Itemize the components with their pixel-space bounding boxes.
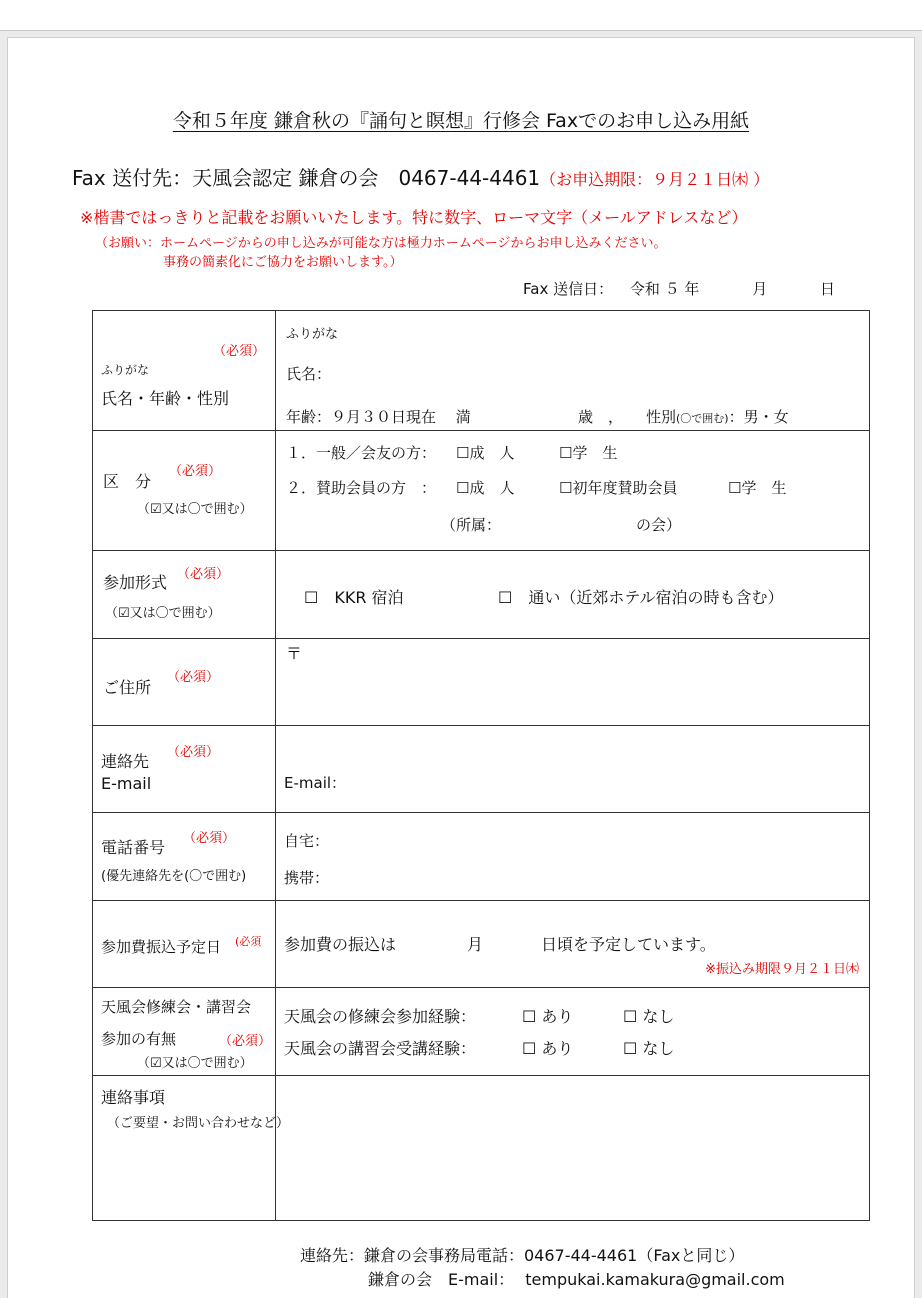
field-cell-email[interactable] <box>276 726 870 813</box>
question-training-experience: 天風会の修練会参加経験： <box>284 1007 477 1026</box>
affiliation-suffix: の会） <box>636 516 682 534</box>
required-badge: （必須） <box>177 567 230 582</box>
category-supporting-label: ２．賛助会員の方 ： <box>286 479 437 497</box>
field-cell-phone <box>276 813 870 901</box>
label-contact-email: E-mail <box>101 774 152 793</box>
label-remarks: 連絡事項 <box>101 1088 166 1107</box>
row-name <box>93 311 870 431</box>
field-cell-format <box>276 551 870 639</box>
question-course-experience: 天風会の講習会受講経験： <box>284 1039 477 1058</box>
label-name-age-sex: 氏名・年齢・性別 <box>101 389 230 408</box>
label-experience: 天風会修練会・講習会 <box>101 998 252 1016</box>
required-badge: （必須） <box>167 670 220 685</box>
category-line-supporting <box>286 477 436 498</box>
footer-email-label: 鎌倉の会 E-mail： <box>368 1270 515 1289</box>
label-experience-presence: 参加の有無 <box>101 1030 177 1048</box>
sex-label: 性別 <box>646 408 677 426</box>
label-cell-contact <box>93 726 276 813</box>
row-experience <box>93 988 870 1076</box>
fax-sent-date <box>523 278 835 299</box>
checkbox-course-no[interactable]: ☐ なし <box>623 1039 675 1058</box>
label-cell-address <box>93 639 276 726</box>
footer-contact-email <box>368 1267 785 1290</box>
footer-contact-phone: 連絡先：鎌倉の会事務局電話：0467-44-4461（Faxと同じ） <box>300 1246 745 1265</box>
checkbox-commute[interactable]: ☐ 通い（近郊ホテル宿泊の時も含む） <box>498 588 784 607</box>
field-affiliation[interactable]: （所属： <box>441 516 502 534</box>
application-form-table <box>92 310 870 1221</box>
field-cell-name[interactable] <box>276 311 870 431</box>
required-badge: （必須） <box>167 745 220 760</box>
label-cell-format <box>93 551 276 639</box>
label-address: ご住所 <box>103 678 152 697</box>
field-cell-experience <box>276 988 870 1076</box>
notice-homepage: （お願い：ホームページからの申し込みが可能な方は極力ホームページからお申し込みください。 <box>95 236 667 251</box>
sex-options[interactable]: ：男・女 <box>728 408 789 426</box>
checkbox-supporting-adult[interactable]: ☐成 人 <box>456 479 515 497</box>
label-cell-category <box>93 431 276 551</box>
postal-mark: 〒 <box>286 644 303 663</box>
fax-destination <box>72 162 769 191</box>
checkbox-training-no[interactable]: ☐ なし <box>623 1007 675 1026</box>
checkbox-general-student[interactable]: ☐学 生 <box>559 444 618 462</box>
row-contact <box>93 726 870 813</box>
sex-note: (〇で囲む) <box>676 412 729 425</box>
payment-day-text[interactable]: 日頃を予定しています。 <box>541 935 716 954</box>
payment-deadline: ※振込み期限９月２１日㈭ <box>705 962 859 977</box>
label-format-note: （☑又は〇で囲む） <box>105 606 221 621</box>
payment-month[interactable]: 月 <box>467 935 484 954</box>
sent-date-month: 月 <box>752 280 768 298</box>
document-title: 令和５年度 鎌倉秋の『誦句と瞑想』行修会 Faxでのお申し込み用紙 <box>172 110 750 132</box>
sent-date-day: 日 <box>820 280 836 298</box>
row-format <box>93 551 870 639</box>
top-strip <box>0 0 922 31</box>
label-category-note: （☑又は〇で囲む） <box>137 502 253 517</box>
row-category <box>93 431 870 551</box>
payment-text-prefix: 参加費の振込は <box>284 935 397 954</box>
field-mobile-phone[interactable]: 携帯： <box>284 869 330 887</box>
field-furigana[interactable]: ふりがな <box>286 327 339 342</box>
label-payment-date: 参加費振込予定日 <box>101 938 222 956</box>
field-age[interactable]: 年齢：９月３０日現在 満 <box>286 408 471 426</box>
label-category: 区 分 <box>103 472 152 491</box>
row-address <box>93 639 870 726</box>
label-cell-payment <box>93 901 276 988</box>
field-cell-address[interactable] <box>276 639 870 726</box>
label-remarks-note: （ご要望・お問い合わせなど） <box>107 1116 290 1131</box>
label-cell-remarks <box>93 1076 290 1221</box>
label-experience-note: （☑又は〇で囲む） <box>137 1056 253 1071</box>
label-contact: 連絡先 <box>101 752 150 771</box>
footer-email-address[interactable]: tempukai.kamakura@gmail.com <box>525 1270 785 1289</box>
field-sex[interactable] <box>646 406 789 427</box>
row-remarks <box>93 1076 870 1221</box>
label-cell-phone <box>93 813 276 901</box>
notice-handwriting: ※楷書ではっきりと記載をお願いいたします。特に数字、ローマ文字（メールアドレスなど） <box>80 208 748 227</box>
label-furigana: ふりがな <box>101 363 150 377</box>
category-general-label: １．一般／会友の方： <box>286 444 437 462</box>
checkbox-general-adult[interactable]: ☐成 人 <box>456 444 515 462</box>
checkbox-training-yes[interactable]: ☐ あり <box>522 1007 574 1026</box>
checkbox-supporting-student[interactable]: ☐学 生 <box>728 479 787 497</box>
row-phone <box>93 813 870 901</box>
required-badge: （必須） <box>169 464 222 479</box>
fax-destination-text: Fax 送付先：天風会認定 鎌倉の会 0467-44-4461 <box>72 166 541 190</box>
sent-date-label: Fax 送信日： <box>523 280 614 298</box>
label-phone-note: (優先連絡先を(〇で囲む) <box>101 869 247 884</box>
field-cell-payment <box>276 901 870 988</box>
required-badge: (必須 <box>235 935 262 948</box>
label-cell-experience <box>93 988 276 1076</box>
notice-cooperation: 事務の簡素化にご協力をお願いします。） <box>163 255 403 270</box>
required-badge: （必須） <box>213 344 266 359</box>
field-home-phone[interactable]: 自宅： <box>284 832 330 850</box>
application-deadline: （お申込期限：９月２１日㈭ ） <box>540 170 770 189</box>
label-phone: 電話番号 <box>101 838 166 857</box>
field-email[interactable]: E-mail： <box>284 774 347 792</box>
label-format: 参加形式 <box>103 573 168 592</box>
age-unit: 歳 ， <box>578 408 624 426</box>
field-cell-category <box>276 431 870 551</box>
required-badge: （必須） <box>219 1034 272 1049</box>
checkbox-course-yes[interactable]: ☐ あり <box>522 1039 574 1058</box>
category-line-general <box>286 442 436 463</box>
field-remarks[interactable] <box>276 1076 870 1221</box>
checkbox-kkr-stay[interactable]: ☐ KKR 宿泊 <box>304 588 404 607</box>
field-name[interactable]: 氏名： <box>286 365 332 383</box>
checkbox-supporting-first-year[interactable]: ☐初年度賛助会員 <box>559 479 678 497</box>
required-badge: （必須） <box>183 831 236 846</box>
row-payment <box>93 901 870 988</box>
sent-date-year: 令和 ５ 年 <box>629 280 700 298</box>
label-cell-name <box>93 311 276 431</box>
